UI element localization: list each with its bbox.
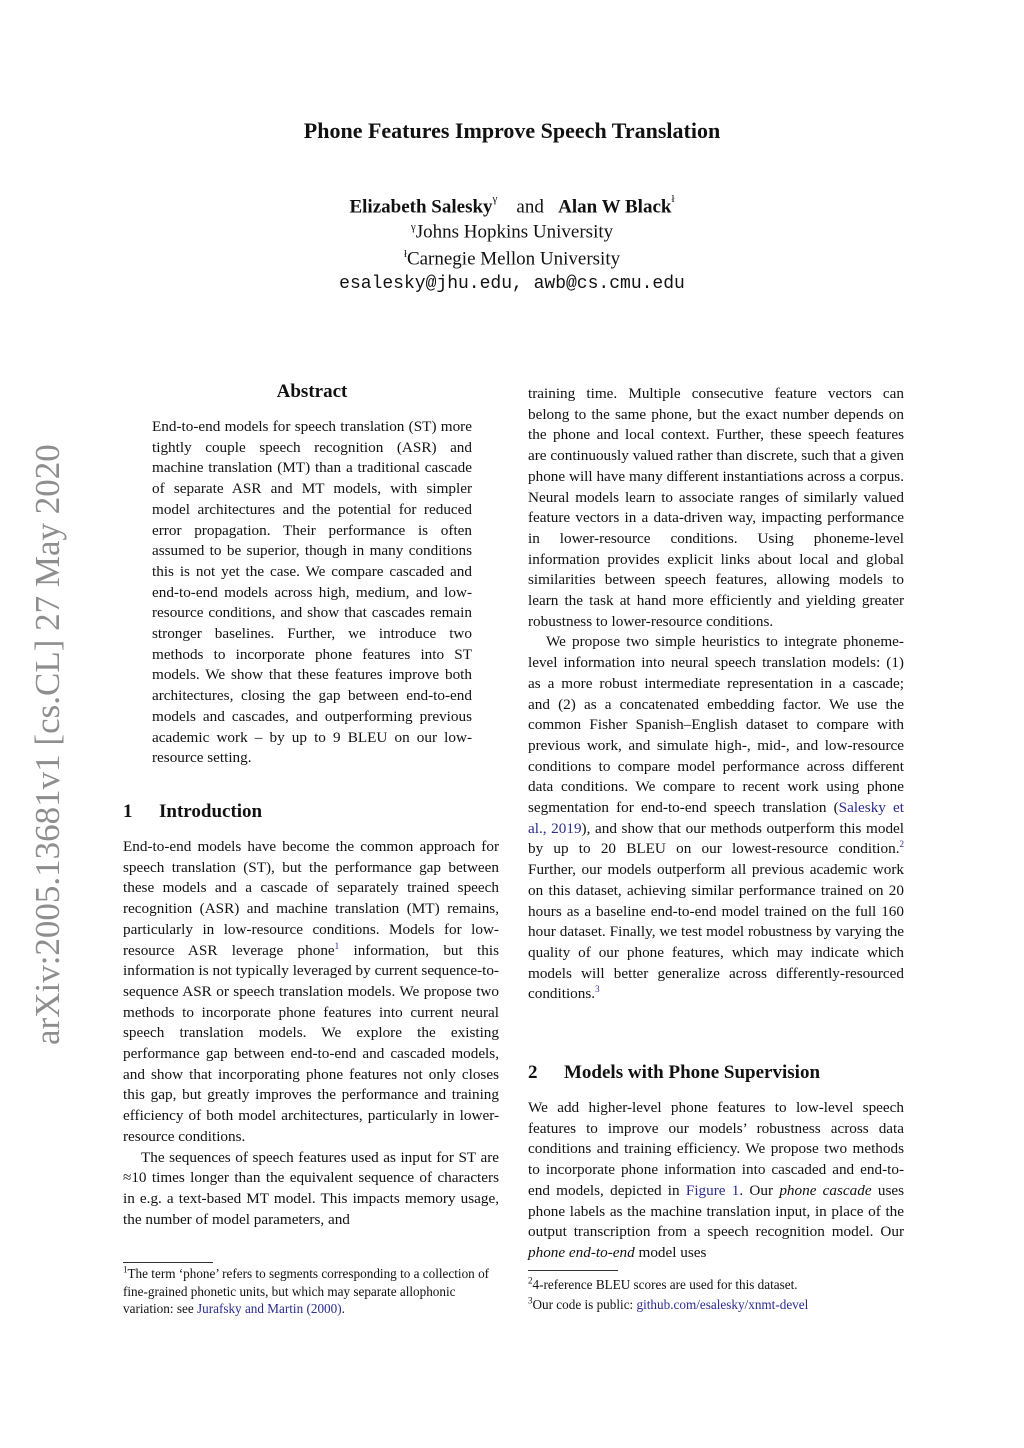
footnote-divider: [123, 1262, 213, 1263]
section-number: 1: [123, 801, 133, 822]
author-conjunction: and: [516, 196, 544, 218]
affiliation-marker: ł: [671, 193, 675, 205]
footnote-1: [123, 1265, 499, 1318]
text-run: .: [341, 1301, 345, 1316]
text-run: Further, our models outperform all previous academic work on this dataset, achieving similar performance trained on 20 hours as a baseline end-to-end model trained on the full 160 hour dataset. Finally, we test model robustness by varying the quality of our phone features, which may indicate which models will better generalize across differently-resourced conditions.: [528, 861, 904, 1003]
citation-link[interactable]: Jurafsky and Martin (2000): [196, 1301, 342, 1316]
text-run: information, but this information is not typically leveraged by current sequence-to-sequence ASR or speech translation models. We propose two methods to incorporate phone features into current neural speech translation models. We explore the existing performance gap between end-to-end and cascaded models, and show that incorporating phone features not only closes this gap, but greatly improves the performance and training efficiency of both model architectures, particularly in lower-resource conditions.: [123, 941, 499, 1145]
paragraph: training time. Multiple consecutive feature vectors can belong to the same phone, but the exact number depends on the phone and local context. Further, these speech features are continuously valued rather than discrete, such that a given phone will have many different instantiations across a corpus. Neural models learn to associate ranges of similarly valued feature vectors in a data-driven way, impacting performance in lower-resource conditions. Using phoneme-level information provides explicit links about local and global similarities between speech features, allowing models to learn the task at hand more efficiently and yielding greater robustness to lower-resource conditions.: [528, 385, 904, 630]
footnote-ref[interactable]: 2: [899, 839, 904, 850]
section-number: 2: [528, 1062, 538, 1083]
affiliation-marker: γ: [410, 221, 416, 233]
emphasis: phone end-to-end: [528, 1243, 635, 1261]
text-run: 4-reference BLEU scores are used for this dataset.: [532, 1277, 798, 1292]
repository-link[interactable]: github.com/esalesky/xnmt-devel: [636, 1297, 809, 1312]
text-run: We add higher-level phone features to low-level speech features to improve our models’ robustness across data conditions and training efficiency. We propose two methods to incorporate phone information into cascaded and end-to-end models, depicted in: [528, 1099, 904, 1199]
arxiv-identifier: arXiv:2005.13681v1 [cs.CL] 27 May 2020: [28, 444, 67, 1045]
footnote-2: [528, 1276, 904, 1294]
footnote-ref[interactable]: 1: [334, 940, 340, 951]
paragraph: The sequences of speech features used as input for ST are ≈10 times longer than the equivalent sequence of characters in e.g. a text-based MT model. This impacts memory usage, the number of model parameters, and: [123, 1148, 499, 1228]
text-run: The term ‘phone’ refers to segments corresponding to a collection of fine-grained phonetic units, but which may separate allophonic variation: see: [123, 1266, 490, 1316]
text-run: uses phone labels as the machine translation input, in place of the output transcription from a speech recognition model. Our: [528, 1181, 905, 1241]
paragraph: [123, 837, 499, 1148]
right-column-body: [528, 384, 904, 1005]
footnote-marker: 3: [528, 1295, 533, 1306]
text-run: End-to-end models have become the common approach for speech translation (ST), but the performance gap between these models and a cascade of separately trained speech recognition (ASR) and machine translation (MT) remains, particularly in low-resource conditions. Models for low-resource ASR leverage phone: [123, 838, 499, 959]
introduction-body: [123, 837, 499, 1230]
paragraph: [528, 1098, 904, 1264]
footnote-marker: 1: [123, 1264, 128, 1275]
section-heading-models: [528, 1062, 820, 1084]
affiliation: [0, 221, 1024, 243]
author-line: [0, 193, 1024, 218]
footnote-ref[interactable]: 3: [595, 984, 600, 995]
models-section-body: [528, 1098, 904, 1264]
citation-link[interactable]: Salesky et al., 2019: [528, 799, 904, 837]
footnote-3: [528, 1296, 904, 1314]
text-run: ), and show that our methods outperform this model by up to 20 BLEU on our lowest-resource condition.: [528, 819, 904, 858]
text-run: . Our: [739, 1181, 780, 1199]
figure-link[interactable]: Figure 1: [685, 1181, 740, 1199]
affiliation-marker: ł: [403, 248, 407, 260]
affiliation-name: Carnegie Mellon University: [406, 248, 621, 270]
section-title: Models with Phone Supervision: [564, 1062, 821, 1083]
text-run: Our code is public:: [532, 1297, 637, 1312]
text-run: We propose two simple heuristics to integrate phoneme-level information into neural speech translation models: (1) as a more robust intermediate representation in a cascade; and (2) as a concatenated embedding factor. We use the common Fisher Spanish–English dataset to compare with previous work, and simulate high-, mid-, and low-resource conditions to compare model performance across different data conditions. We compare to recent work using phone segmentation for end-to-end speech translation (: [528, 633, 904, 817]
text-run: model uses: [634, 1243, 707, 1261]
footnote-divider: [528, 1270, 618, 1271]
author-name: Elizabeth Salesky: [349, 196, 493, 218]
abstract-body: End-to-end models for speech translation (ST) more tightly couple speech recognition (ASR) and machine translation (MT) than a traditional cascade of separate ASR and MT models, with simpler model architectures and the potential for reduced error propagation. Their performance is often assumed to be superior, though in many conditions this is not yet the case. We compare cascaded and end-to-end models across high, medium, and low-resource conditions, and show that cascades remain stronger baselines. Further, we introduce two methods to incorporate phone features into ST models. We show that these features improve both architectures, closing the gap between end-to-end models and cascades, and outperforming previous academic work – by up to 9 BLEU on our low-resource setting.: [152, 418, 472, 767]
abstract-heading: Abstract: [276, 381, 348, 402]
affiliation: [0, 248, 1024, 270]
author-emails: esalesky@jhu.edu, awb@cs.cmu.edu: [339, 274, 685, 294]
affiliation-marker: γ: [492, 193, 498, 205]
paper-title: Phone Features Improve Speech Translation: [303, 118, 721, 143]
affiliation-name: Johns Hopkins University: [415, 221, 614, 243]
section-title: Introduction: [159, 801, 263, 822]
author-name: Alan W Black: [558, 196, 672, 218]
paragraph: [528, 632, 904, 1005]
section-heading-introduction: [123, 801, 262, 823]
emphasis: phone cascade: [779, 1181, 872, 1199]
footnote-marker: 2: [528, 1275, 533, 1286]
